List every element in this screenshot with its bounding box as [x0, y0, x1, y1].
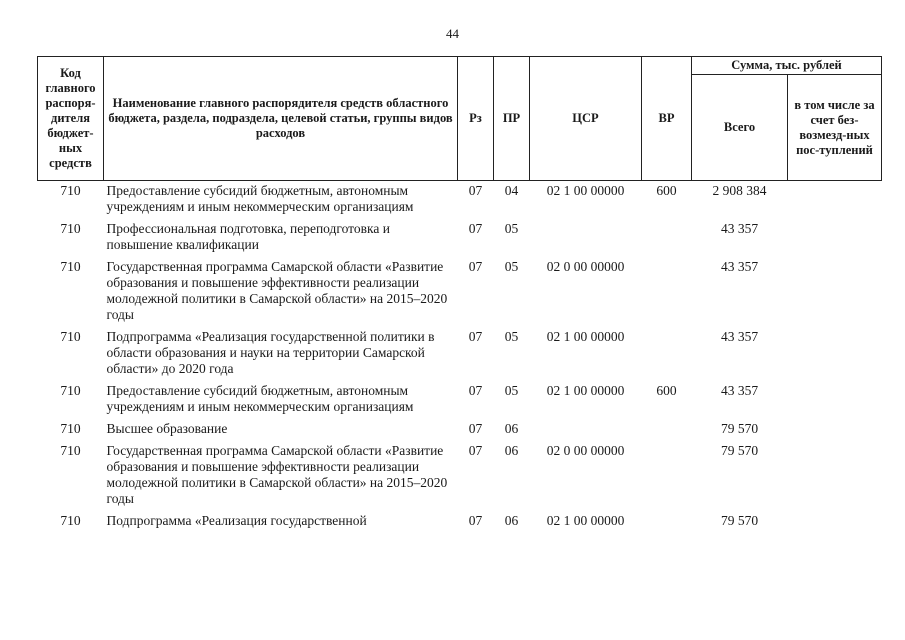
- cell-incl: [788, 381, 882, 419]
- cell-vr: [642, 257, 692, 327]
- cell-code: 710: [60, 329, 81, 344]
- cell-pr: 05: [504, 329, 519, 344]
- cell-code: 710: [60, 259, 81, 274]
- cell-name: Высшее образование: [106, 421, 228, 436]
- page-number: 44: [446, 26, 459, 41]
- cell-rz: 07: [468, 383, 483, 398]
- cell-csr: [530, 219, 642, 257]
- table-row: [38, 419, 882, 441]
- cell-name: Предоставление субсидий бюджетным, автономным учреждениям и иным некоммерческим организациям: [106, 383, 414, 414]
- cell-name: Государственная программа Самарской области «Развитие образования и повышение эффективности реализации молодежной политики в Самарской области» на 2015–2020 годы: [106, 259, 448, 322]
- cell-incl: [788, 181, 882, 220]
- cell-name: Подпрограмма «Реализация государственной: [106, 513, 367, 528]
- cell-rz: 07: [468, 259, 483, 274]
- header-pr: ПР: [494, 57, 530, 181]
- cell-pr: 06: [504, 513, 519, 528]
- cell-vr: 600: [656, 383, 677, 398]
- cell-rz: 07: [468, 329, 483, 344]
- cell-total: 43 357: [720, 221, 759, 236]
- cell-code: 710: [60, 513, 81, 528]
- cell-total: 79 570: [720, 421, 759, 436]
- cell-code: 710: [60, 421, 81, 436]
- cell-rz: 07: [468, 421, 483, 436]
- cell-name: Предоставление субсидий бюджетным, автономным учреждениям и иным некоммерческим организациям: [106, 183, 414, 214]
- cell-total: 2 908 384: [712, 183, 767, 198]
- table-row: [38, 511, 882, 533]
- cell-total: 43 357: [720, 329, 759, 344]
- table-row: [38, 257, 882, 327]
- cell-pr: 05: [504, 383, 519, 398]
- cell-vr: 600: [656, 183, 677, 198]
- header-csr: ЦСР: [530, 57, 642, 181]
- cell-vr: [642, 511, 692, 533]
- cell-vr: [642, 419, 692, 441]
- budget-table: [37, 56, 882, 533]
- cell-pr: 05: [504, 221, 519, 236]
- cell-code: 710: [60, 383, 81, 398]
- cell-name: Государственная программа Самарской области «Развитие образования и повышение эффективности реализации молодежной политики в Самарской области» на 2015–2020 годы: [106, 443, 448, 506]
- header-name: Наименование главного распорядителя средств областного бюджета, раздела, подраздела, целевой статьи, группы видов расходов: [104, 57, 458, 181]
- cell-pr: 05: [504, 259, 519, 274]
- cell-pr: 06: [504, 421, 519, 436]
- cell-pr: 06: [504, 443, 519, 458]
- cell-total: 79 570: [720, 443, 759, 458]
- cell-vr: [642, 327, 692, 381]
- cell-csr: 02 1 00 00000: [546, 329, 625, 344]
- header-rz: Рз: [458, 57, 494, 181]
- header-code: Код главного распоря-дителя бюджет-ных средств: [38, 57, 104, 181]
- cell-csr: 02 0 00 00000: [546, 259, 625, 274]
- cell-total: 43 357: [720, 259, 759, 274]
- cell-csr: [530, 419, 642, 441]
- cell-pr: 04: [504, 183, 519, 198]
- cell-vr: [642, 219, 692, 257]
- table-row: [38, 181, 882, 220]
- cell-csr: 02 0 00 00000: [546, 443, 625, 458]
- table-row: [38, 327, 882, 381]
- cell-incl: [788, 511, 882, 533]
- cell-total: 43 357: [720, 383, 759, 398]
- cell-code: 710: [60, 221, 81, 236]
- cell-name: Профессиональная подготовка, переподготовка и повышение квалификации: [106, 221, 390, 252]
- header-incl: в том числе за счет без-возмезд-ных пос-туплений: [788, 75, 882, 181]
- cell-incl: [788, 219, 882, 257]
- cell-code: 710: [60, 183, 81, 198]
- table-row: [38, 381, 882, 419]
- header-sum-group: Сумма, тыс. рублей: [692, 57, 882, 75]
- cell-rz: 07: [468, 513, 483, 528]
- header-vr: ВР: [642, 57, 692, 181]
- cell-rz: 07: [468, 183, 483, 198]
- cell-rz: 07: [468, 221, 483, 236]
- cell-csr: 02 1 00 00000: [546, 183, 625, 198]
- table-body: [38, 181, 882, 534]
- cell-incl: [788, 441, 882, 511]
- header-total: Всего: [692, 75, 788, 181]
- cell-rz: 07: [468, 443, 483, 458]
- cell-incl: [788, 327, 882, 381]
- cell-incl: [788, 419, 882, 441]
- cell-csr: 02 1 00 00000: [546, 383, 625, 398]
- cell-total: 79 570: [720, 513, 759, 528]
- table-header: [38, 57, 882, 181]
- cell-vr: [642, 441, 692, 511]
- cell-csr: 02 1 00 00000: [546, 513, 625, 528]
- table-row: [38, 441, 882, 511]
- cell-code: 710: [60, 443, 81, 458]
- cell-name: Подпрограмма «Реализация государственной политики в области образования и науки на территории Самарской области» до 2020 года: [106, 329, 435, 376]
- cell-incl: [788, 257, 882, 327]
- table-row: [38, 219, 882, 257]
